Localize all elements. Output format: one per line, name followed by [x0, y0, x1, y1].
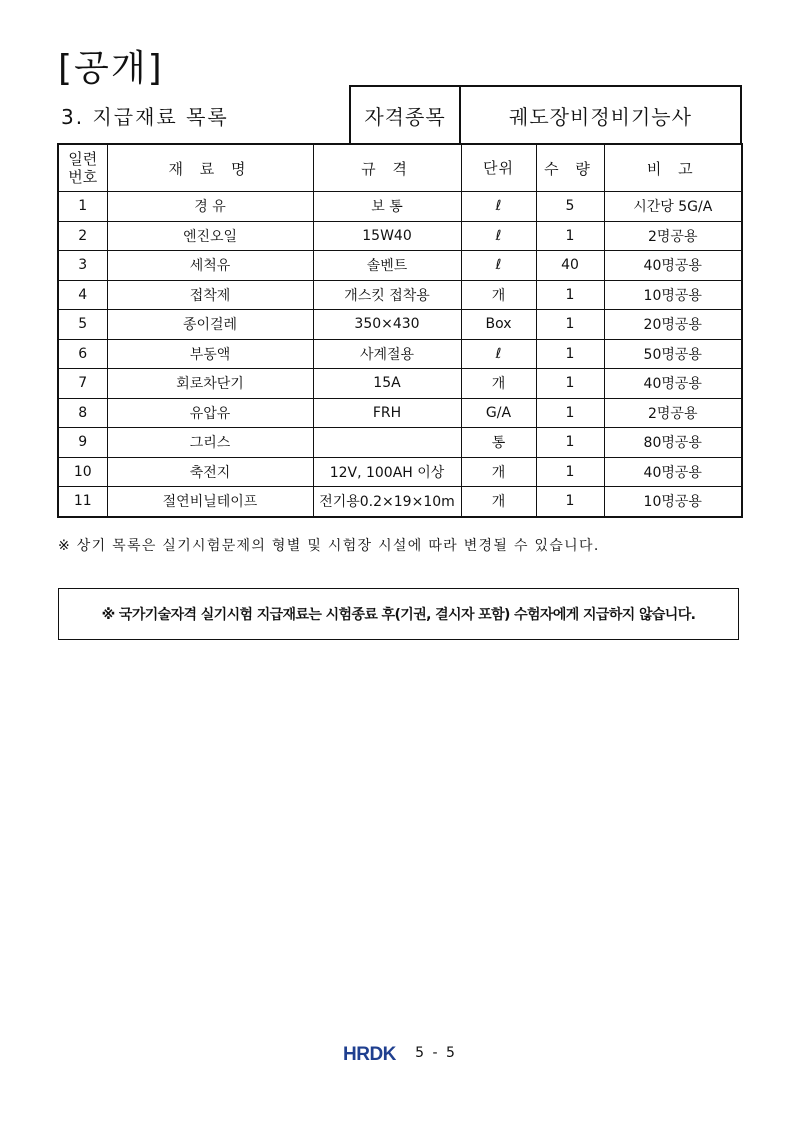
- table-cell: 1: [536, 398, 604, 428]
- table-cell: 15W40: [313, 221, 461, 251]
- hrdk-logo-mark: [343, 1043, 405, 1063]
- table-cell: ℓ: [461, 221, 536, 251]
- table-cell: FRH: [313, 398, 461, 428]
- table-cell: 10명공용: [604, 280, 742, 310]
- table-cell: 2명공용: [604, 221, 742, 251]
- table-cell: 9: [58, 428, 107, 458]
- table-cell: 개: [461, 487, 536, 517]
- table-cell: 개: [461, 280, 536, 310]
- table-row: [58, 221, 742, 251]
- table-cell: 7: [58, 369, 107, 399]
- table-cell: 1: [536, 487, 604, 517]
- table-cell: Box: [461, 310, 536, 340]
- column-header-3: 단위: [461, 144, 536, 192]
- section-header: [57, 85, 742, 145]
- table-cell: 통: [461, 428, 536, 458]
- table-row: [58, 280, 742, 310]
- table-row: [58, 339, 742, 369]
- qualification-value: 궤도장비정비기능사: [460, 86, 741, 144]
- column-header-5: 비 고: [604, 144, 742, 192]
- table-cell: 2: [58, 221, 107, 251]
- table-body: [58, 192, 742, 517]
- column-header-4: 수 량: [536, 144, 604, 192]
- table-cell: 40명공용: [604, 251, 742, 281]
- table-cell: 4: [58, 280, 107, 310]
- table-cell: 40명공용: [604, 369, 742, 399]
- table-cell: 40명공용: [604, 457, 742, 487]
- notice-text: ※ 국가기술자격 실기시험 지급재료는 시험종료 후(기권, 결시자 포함) 수험자에게 지급하지 않습니다.: [101, 607, 696, 623]
- table-row: [58, 487, 742, 517]
- table-cell: 1: [536, 280, 604, 310]
- table-cell: 개: [461, 369, 536, 399]
- table-cell: 6: [58, 339, 107, 369]
- table-cell: 사계절용: [313, 339, 461, 369]
- table-cell: 1: [536, 369, 604, 399]
- table-cell: 10명공용: [604, 487, 742, 517]
- section-title: 3. 지급재료 목록: [57, 86, 350, 144]
- table-cell: 그리스: [107, 428, 313, 458]
- table-cell: 12V, 100AH 이상: [313, 457, 461, 487]
- table-cell: 엔진오일: [107, 221, 313, 251]
- column-header-2: 규 격: [313, 144, 461, 192]
- table-cell: 1: [58, 192, 107, 222]
- table-cell: 접착제: [107, 280, 313, 310]
- table-cell: 회로차단기: [107, 369, 313, 399]
- table-cell: 1: [536, 339, 604, 369]
- table-cell: 1: [536, 457, 604, 487]
- table-cell: 11: [58, 487, 107, 517]
- table-cell: 50명공용: [604, 339, 742, 369]
- table-cell: 부동액: [107, 339, 313, 369]
- qualification-label: 자격종목: [350, 86, 460, 144]
- table-cell: 전기용0.2×19×10m: [313, 487, 461, 517]
- document-classification-tag: [공개]: [58, 48, 164, 89]
- table-cell: 8: [58, 398, 107, 428]
- table-row: [58, 251, 742, 281]
- table-cell: 1: [536, 310, 604, 340]
- table-row: [58, 310, 742, 340]
- column-header-1: 재 료 명: [107, 144, 313, 192]
- table-row: [58, 192, 742, 222]
- table-cell: G/A: [461, 398, 536, 428]
- table-cell: 유압유: [107, 398, 313, 428]
- table-cell: ℓ: [461, 192, 536, 222]
- table-cell: 20명공용: [604, 310, 742, 340]
- table-cell: 솔벤트: [313, 251, 461, 281]
- table-cell: 2명공용: [604, 398, 742, 428]
- page-number: 5 - 5: [415, 1045, 457, 1061]
- table-cell: 개: [461, 457, 536, 487]
- table-cell: [313, 428, 461, 458]
- table-cell: 40: [536, 251, 604, 281]
- table-cell: 15A: [313, 369, 461, 399]
- table-cell: 세척유: [107, 251, 313, 281]
- change-note: ※ 상기 목록은 실기시험문제의 형별 및 시험장 시설에 따라 변경될 수 있습니다.: [58, 538, 600, 554]
- table-cell: 80명공용: [604, 428, 742, 458]
- table-cell: 1: [536, 221, 604, 251]
- table-cell: 축전지: [107, 457, 313, 487]
- table-cell: ℓ: [461, 251, 536, 281]
- table-cell: 경 유: [107, 192, 313, 222]
- table-row: [58, 398, 742, 428]
- column-header-0: 일련 번호: [58, 144, 107, 192]
- table-row: [58, 369, 742, 399]
- table-cell: 5: [58, 310, 107, 340]
- page-footer: [0, 1043, 800, 1063]
- table-cell: 10: [58, 457, 107, 487]
- table-cell: 350×430: [313, 310, 461, 340]
- table-cell: 절연비닐테이프: [107, 487, 313, 517]
- table-cell: 5: [536, 192, 604, 222]
- table-cell: 종이걸레: [107, 310, 313, 340]
- table-cell: 3: [58, 251, 107, 281]
- table-cell: 보 통: [313, 192, 461, 222]
- materials-table: [57, 143, 743, 518]
- table-header-row: [58, 144, 742, 192]
- table-cell: ℓ: [461, 339, 536, 369]
- table-cell: 개스킷 접착용: [313, 280, 461, 310]
- table-row: [58, 457, 742, 487]
- table-cell: 시간당 5G/A: [604, 192, 742, 222]
- notice-box: [58, 588, 739, 640]
- hrdk-logo: [343, 1043, 405, 1063]
- table-cell: 1: [536, 428, 604, 458]
- svg-text:HRDK: HRDK: [343, 1044, 396, 1063]
- table-row: [58, 428, 742, 458]
